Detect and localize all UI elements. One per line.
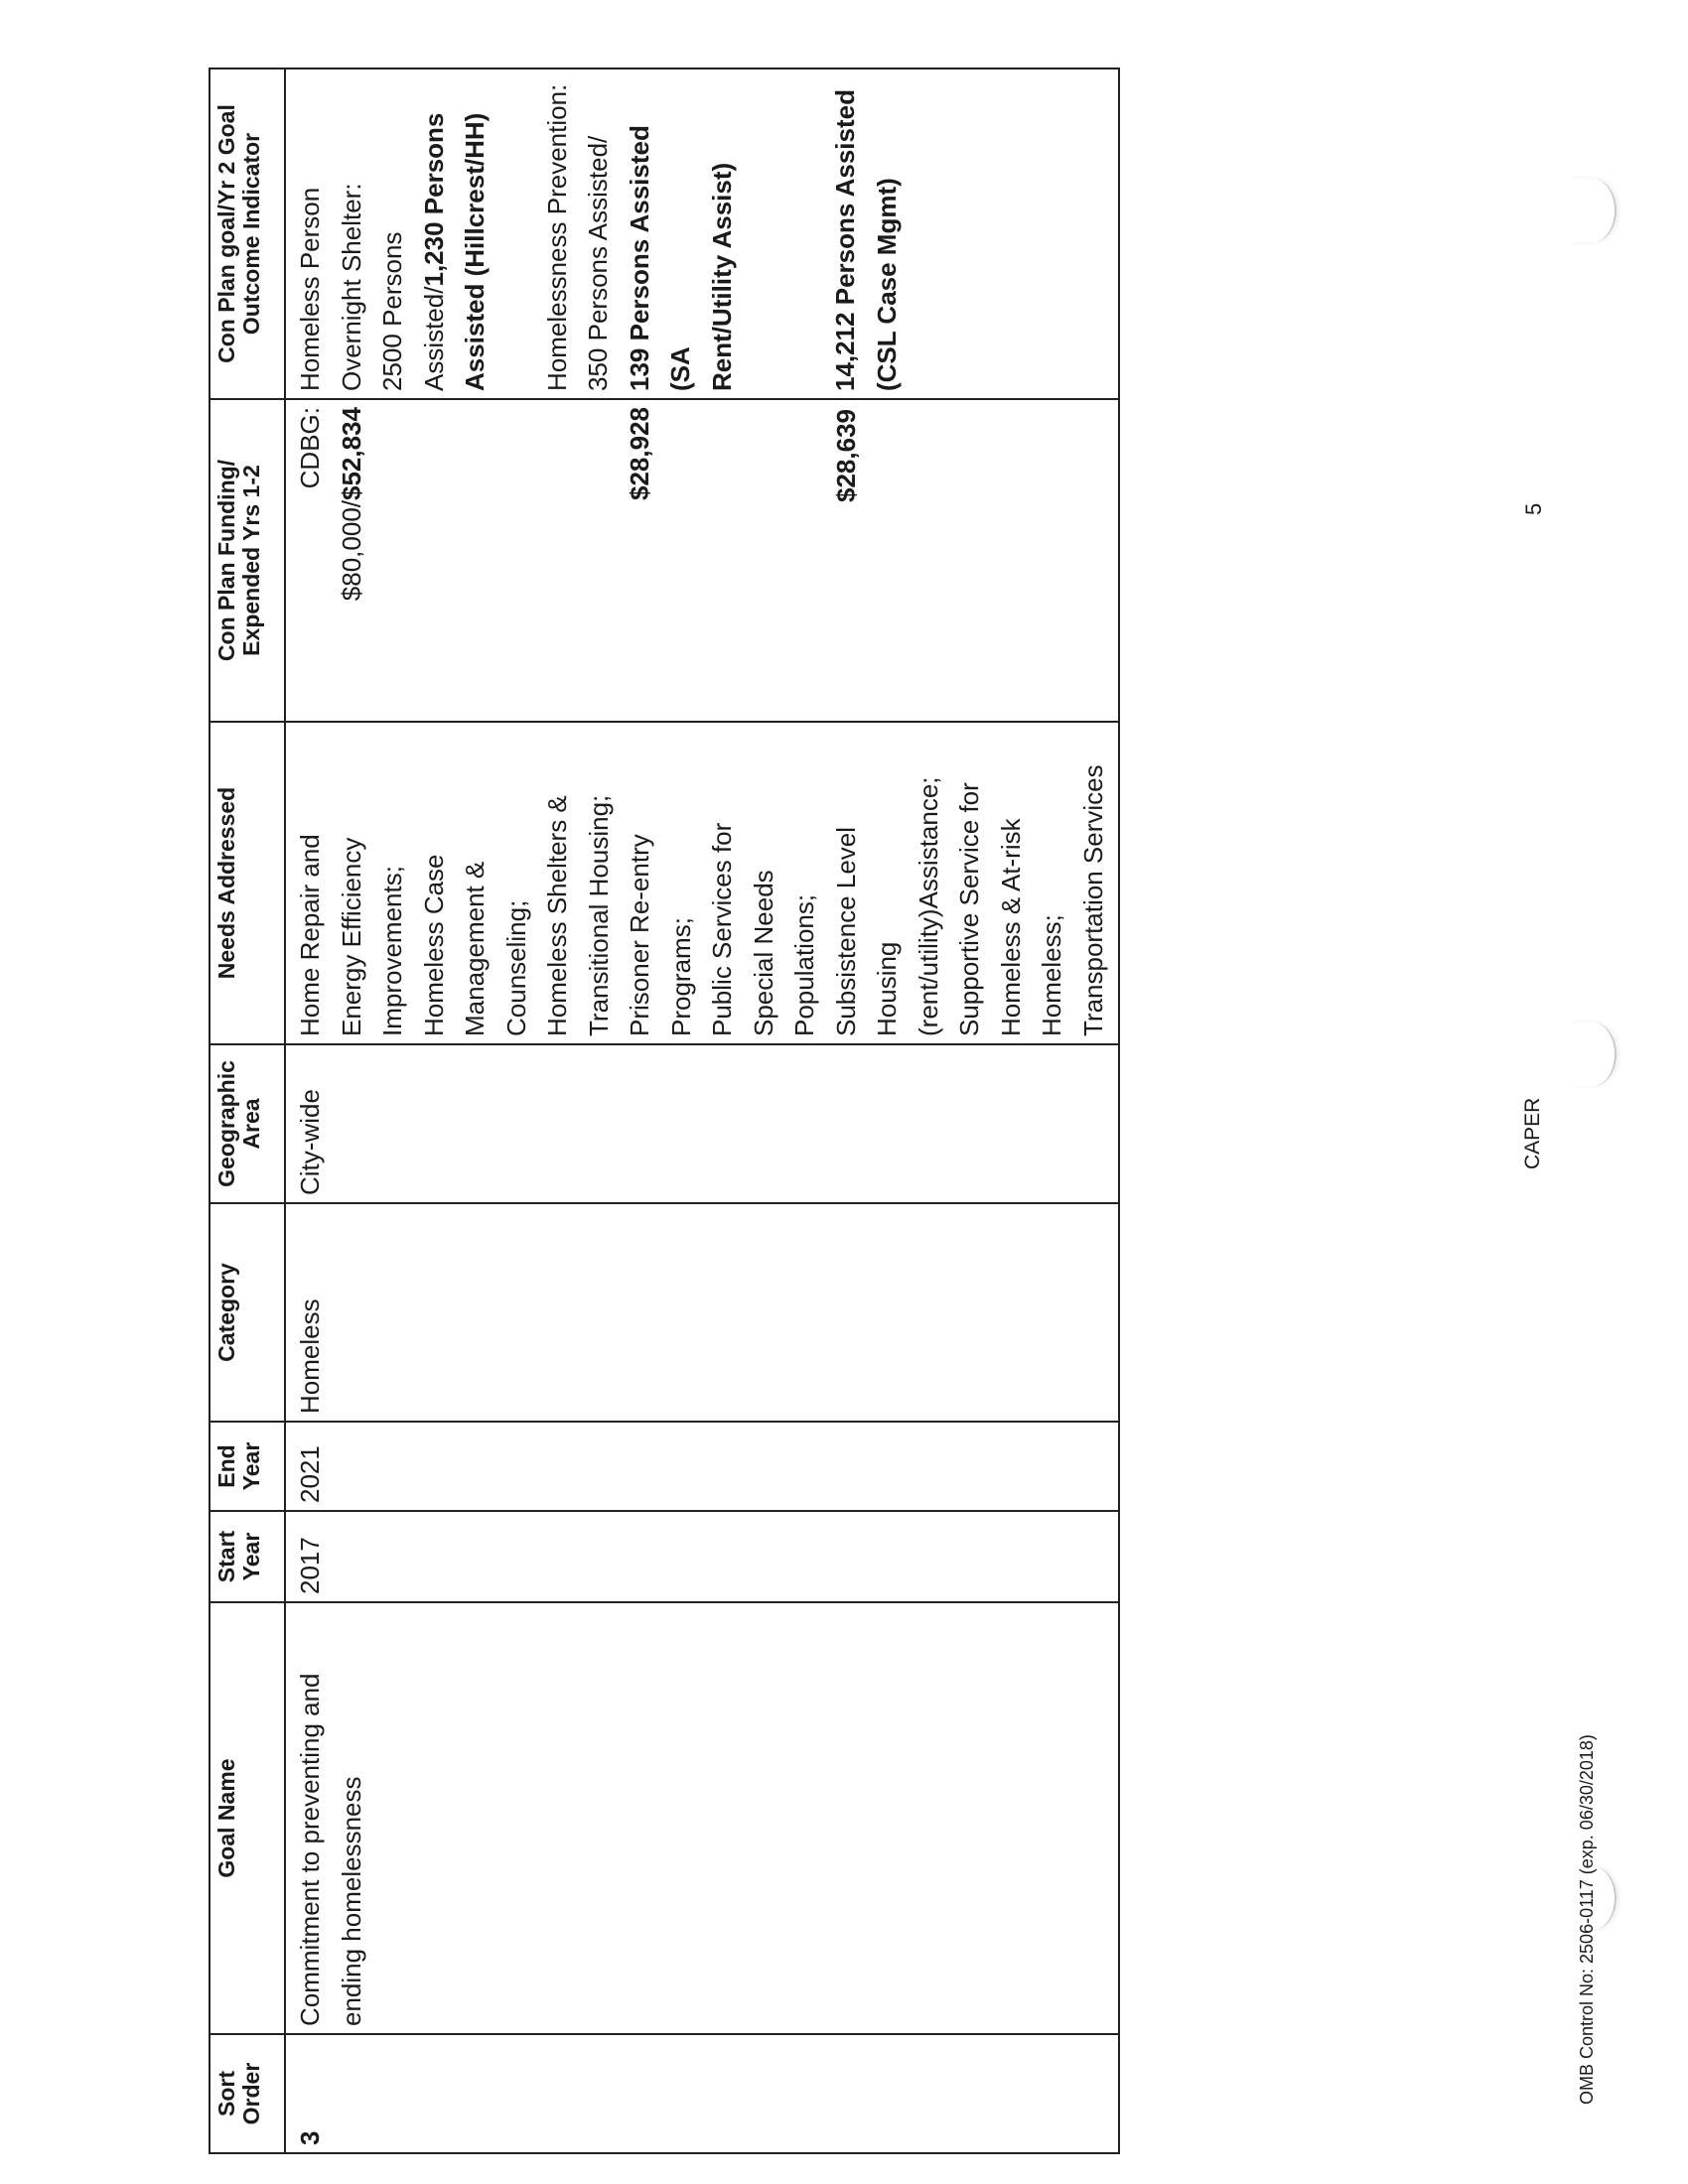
needs-line: Energy Efficiency <box>336 837 366 1036</box>
needs-line: Homeless Shelters & <box>542 795 572 1036</box>
cell-sort-order: 3 <box>285 2034 1119 2153</box>
cell-start-year: 2017 <box>285 1511 1119 1602</box>
header-sort-order: Sort Order <box>210 2034 285 2153</box>
funding-spacer <box>372 407 620 714</box>
cell-funding <box>285 399 1119 722</box>
needs-line: Homeless; <box>1037 914 1066 1036</box>
outcome-goal: Assisted/ <box>418 286 449 391</box>
needs-line: Improvements; <box>377 866 407 1036</box>
needs-line: Programs; <box>665 917 696 1036</box>
needs-line: Transportation Services <box>1077 764 1108 1036</box>
cell-outcome <box>285 68 1119 399</box>
cell-geographic-area: City-wide <box>285 1044 1119 1203</box>
needs-line: Housing <box>872 941 902 1036</box>
funding-source: CDBG: <box>295 407 325 489</box>
header-start-year: Start Year <box>210 1511 285 1602</box>
header-funding: Con Plan Funding/ Expended Yrs 1-2 <box>210 399 285 722</box>
header-needs-addressed: Needs Addressed <box>210 722 285 1044</box>
outcome-line: Homelessness Prevention: <box>541 83 572 391</box>
needs-line: Populations; <box>789 893 819 1036</box>
header-goal-name: Goal Name <box>210 1602 285 2034</box>
needs-line: Transitional Housing; <box>583 794 614 1036</box>
needs-line: Special Needs <box>748 870 778 1036</box>
header-outcome: Con Plan goal/Yr 2 Goal Outcome Indicator <box>210 68 285 399</box>
outcome-spacer <box>496 76 537 391</box>
outcome-line: 139 Persons Assisted (SA <box>624 125 695 391</box>
outcome-line: 2500 Persons <box>377 231 407 391</box>
outcome-spacer <box>743 76 825 391</box>
goals-table <box>209 68 1120 2154</box>
needs-line: Counseling; <box>500 899 531 1036</box>
cell-category: Homeless <box>285 1203 1119 1422</box>
funding-expended: $52,834 <box>336 407 366 500</box>
outcome-line: Overnight Shelter: <box>336 183 366 391</box>
needs-line: (rent/utility)Assistance; <box>913 776 943 1036</box>
needs-line: Home Repair and <box>295 834 325 1036</box>
needs-line: Subsistence Level <box>830 826 861 1036</box>
cell-needs-addressed <box>285 722 1119 1044</box>
table-row <box>285 68 1119 2153</box>
funding-planned: $80,000/ <box>336 499 366 602</box>
omb-control-number: OMB Control No: 2506-0117 (exp. 06/30/2018) <box>1577 1734 1597 2105</box>
needs-line: Homeless & At-risk <box>995 818 1026 1036</box>
header-geographic-area: Geographic Area <box>210 1044 285 1203</box>
outcome-line: 350 Persons Assisted/ <box>583 135 613 391</box>
funding-amount-2: $28,928 <box>625 407 654 500</box>
page-number: 5 <box>1521 502 1546 515</box>
funding-amount-3: $28,639 <box>830 409 861 502</box>
outcome-line: (CSL Case Mgmt) <box>871 178 902 391</box>
outcome-actual: 1,230 Persons <box>418 112 449 287</box>
document-name: CAPER <box>1521 1097 1544 1169</box>
outcome-line: Assisted (Hillcrest/HH) <box>460 112 490 391</box>
needs-line: Public Services for <box>707 822 737 1036</box>
cell-end-year: 2021 <box>285 1422 1119 1511</box>
outcome-line: Rent/Utility Assist) <box>706 162 737 391</box>
needs-line: Prisoner Re-entry <box>625 834 654 1036</box>
header-category: Category <box>210 1203 285 1422</box>
table-header-row <box>210 68 285 2153</box>
cell-goal-name: Commitment to preventing and ending homelessness <box>285 1602 1119 2034</box>
outcome-line: Homeless Person <box>295 187 325 391</box>
outcome-line: 14,212 Persons Assisted <box>830 89 860 391</box>
needs-line: Homeless Case <box>418 854 449 1036</box>
header-end-year: End Year <box>210 1422 285 1511</box>
needs-line: Supportive Service for <box>954 782 984 1036</box>
funding-spacer <box>661 407 826 714</box>
funding-amount-1 <box>332 407 373 714</box>
outcome-line <box>414 76 456 391</box>
needs-line: Management & <box>460 861 490 1036</box>
